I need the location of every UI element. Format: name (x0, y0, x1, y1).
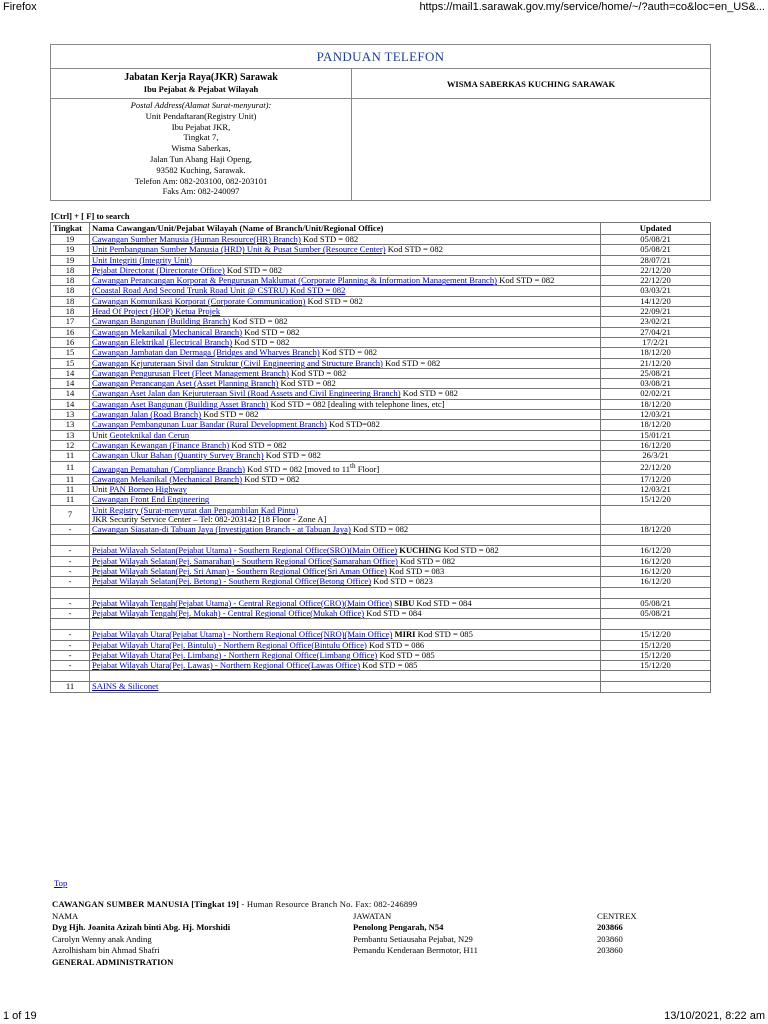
branch-std-code: Kod STD = 082 (400, 388, 458, 399)
branch-name-cell (90, 430, 601, 440)
branch-link[interactable]: Pejabat Wilayah Selatan(Pej. Betong) - Southern Regional Office(Betong Office) (92, 576, 372, 587)
floor-cell: - (51, 577, 90, 587)
branch-link[interactable]: Cawangan Pematuhan (Compliance Branch) (92, 463, 245, 474)
branch-name-cell (90, 265, 601, 275)
branch-std-code: Kod STD = 082 (224, 264, 283, 275)
branch-std-code: Kod STD = 082 (300, 234, 359, 244)
floor-cell: 15 (51, 358, 90, 368)
floor-cell: - (51, 598, 90, 608)
branch-std-code: Kod STD = 082 (232, 336, 290, 347)
branch-name-cell (90, 525, 601, 535)
branch-link[interactable]: Unit Registry (Surat-menyurat dan Pengambilan Kad Pintu) (92, 504, 299, 515)
branch-std-code: Kod STD = 082 (441, 545, 499, 556)
updated-cell (601, 505, 711, 525)
building-name: WISMA SABERKAS KUCHING SARAWAK (352, 69, 711, 99)
staff-row (52, 922, 662, 934)
page-title: PANDUAN TELEFON (51, 45, 711, 69)
branch-link[interactable]: Cawangan Jambatan dan Dermaga (Bridges and Wharves Branch) (92, 347, 320, 358)
page-counter: 1 of 19 (3, 1010, 37, 1022)
branch-std-code: Kod STD = 082 (319, 347, 378, 358)
floor-cell: 16 (51, 337, 90, 347)
branch-link[interactable]: Cawangan Sumber Manusia (Human Resource(HR) Branch) (92, 234, 301, 244)
table-row (51, 440, 711, 450)
branch-std-code: Kod STD = 084 (364, 607, 422, 618)
branch-link[interactable]: Pejabat Wilayah Utara(Pej. Limbang) - Northern Regional Office(Limbang Office) (92, 649, 378, 660)
empty-cell (601, 619, 711, 630)
table-row (51, 245, 711, 255)
branch-link[interactable]: Pejabat Wilayah Utara(Pej. Lawas) - Northern Regional Office(Lawas Office) (92, 660, 361, 671)
table-row (51, 640, 711, 650)
branch-name-cell (90, 630, 601, 640)
branch-name-cell (90, 307, 601, 317)
floor-cell: 19 (51, 235, 90, 245)
updated-cell: 17/12/20 (601, 474, 711, 484)
table-row (51, 556, 711, 566)
branch-name-cell (90, 255, 601, 265)
floor-cell: - (51, 525, 90, 535)
address-line: Ibu Pejabat JKR, (171, 121, 231, 132)
floor-cell: 18 (51, 286, 90, 296)
address-line: Wisma Saberkas, (171, 143, 231, 154)
branch-link[interactable]: Head Of Project (HOP) Ketua Projek (92, 306, 221, 317)
address-line: Jalan Tun Abang Haji Openg, (150, 153, 252, 164)
branch-std-code: Kod STD = 082 (382, 357, 441, 368)
branch-city: KUCHING (399, 545, 442, 556)
updated-cell: 02/02/21 (601, 389, 711, 399)
section-heading-bold: CAWANGAN SUMBER MANUSIA [Tingkat 19] (52, 899, 240, 909)
floor-cell: 7 (51, 505, 90, 525)
branch-std-code: Kod STD = 082 (229, 439, 287, 450)
branch-name-cell (90, 358, 601, 368)
address-line: Unit Pendaftaran(Registry Unit) (145, 110, 257, 121)
floor-cell: 14 (51, 399, 90, 409)
branch-name-cell (90, 348, 601, 358)
branch-name-cell (90, 440, 601, 450)
directory-header (50, 44, 711, 201)
branch-link[interactable]: Pejabat Wilayah Selatan(Pejabat Utama) - Southern Regional Office(SRO)(Main Office) (92, 545, 398, 556)
empty-cell (90, 619, 601, 630)
branch-name-cell (90, 235, 601, 245)
top-link[interactable]: Top (54, 878, 68, 888)
branch-std-code: Kod STD=082 (326, 419, 380, 430)
floor-cell: 13 (51, 430, 90, 440)
table-row (51, 430, 711, 440)
empty-cell (352, 99, 711, 201)
branch-link[interactable]: Cawangan Aset Bangunan (Building Asset Branch) (92, 398, 269, 409)
branch-name-cell (90, 682, 601, 692)
branch-name-cell (90, 495, 601, 505)
branch-name-cell (90, 451, 601, 461)
updated-cell: 25/08/21 (601, 368, 711, 378)
branch-std-code: Kod STD = 085 (360, 660, 418, 671)
browser-title: Firefox (3, 1, 37, 13)
branch-std-code: Kod STD = 083 (386, 566, 445, 577)
table-row (51, 474, 711, 484)
branch-std-code: Kod STD = 082 (278, 378, 336, 389)
print-datetime: 13/10/2021, 8:22 am (664, 1010, 765, 1022)
updated-cell: 22/12/20 (601, 276, 711, 286)
org-subtitle: Ibu Pejabat & Pejabat Wilayah (143, 84, 259, 94)
staff-post: Penolong Pengarah, N54 (353, 922, 444, 932)
next-section-heading: GENERAL ADMINISTRATION (52, 956, 174, 967)
empty-cell (90, 535, 601, 546)
floor-cell: - (51, 650, 90, 660)
branch-link[interactable]: Pejabat Wilayah Utara(Pej. Bintulu) - Northern Regional Office(Bintulu Office) (92, 639, 367, 650)
table-row (51, 682, 711, 692)
table-row (51, 337, 711, 347)
floor-cell: 17 (51, 317, 90, 327)
branch-link[interactable]: Pejabat Wilayah Tengah(Pej. Mukah) - Central Regional Office(Mukah Office) (92, 607, 365, 618)
updated-cell: 16/12/20 (601, 556, 711, 566)
updated-cell: 17/2/21 (601, 337, 711, 347)
table-row (51, 598, 711, 608)
empty-cell (601, 587, 711, 598)
table-row (51, 577, 711, 587)
updated-cell: 23/02/21 (601, 317, 711, 327)
updated-cell (601, 682, 711, 692)
branch-name-cell (90, 661, 601, 671)
updated-cell: 15/12/20 (601, 661, 711, 671)
branch-name-cell (90, 389, 601, 399)
col-staff-name: NAMA (52, 910, 79, 921)
updated-cell: 03/03/21 (601, 286, 711, 296)
updated-cell: 05/08/21 (601, 598, 711, 608)
table-row (51, 379, 711, 389)
updated-cell: 18/12/20 (601, 525, 711, 535)
branch-link[interactable]: Geoteknikal dan Cerun (109, 429, 190, 440)
floor-cell: 11 (51, 474, 90, 484)
updated-cell: 12/03/21 (601, 410, 711, 420)
staff-name: Azrolhisham bin Ahmad Shafri (52, 945, 160, 955)
page-url: https://mail1.sarawak.gov.my/service/home/~/?auth=co&loc=en_US&... (419, 1, 765, 13)
updated-cell: 16/12/20 (601, 567, 711, 577)
branch-name-cell (90, 577, 601, 587)
branch-name-cell (90, 327, 601, 337)
floor-cell: - (51, 567, 90, 577)
branch-link[interactable]: Cawangan Bangunan (Building Branch) (92, 316, 231, 327)
col-staff-post: JAWATAN (353, 910, 392, 921)
branch-std-code: Kod STD = 082 [dealing with telephone lines, etc] (268, 398, 445, 409)
postal-address (51, 99, 352, 201)
branch-link[interactable]: Cawangan Komunikasi Korporat (Corporate Communication) (92, 295, 306, 306)
branch-name-cell (90, 461, 601, 474)
updated-cell: 16/12/20 (601, 440, 711, 450)
branch-std-code: Kod STD = 082 (201, 409, 259, 420)
branch-link[interactable]: Cawangan Kewangan (Finance Branch) (92, 439, 230, 450)
col-floor: Tingkat (51, 223, 90, 235)
floor-cell: - (51, 661, 90, 671)
floor-cell: 13 (51, 410, 90, 420)
floor-cell: - (51, 640, 90, 650)
updated-cell: 16/12/20 (601, 577, 711, 587)
org-cell (51, 69, 352, 99)
floor-cell: 19 (51, 245, 90, 255)
floor-cell: 19 (51, 255, 90, 265)
staff-row (52, 934, 662, 946)
staff-row (52, 945, 662, 957)
branch-link[interactable]: Cawangan Siasatan-di Tabuan Jaya (Investigation Branch - at Tabuan Jaya) (92, 524, 351, 535)
branch-note: JKR Security Service Center – Tel: 082-203142 [18 Floor - Zone A] (92, 513, 327, 524)
table-row (51, 368, 711, 378)
table-row (51, 348, 711, 358)
updated-cell: 26/3/21 (601, 451, 711, 461)
floor-cell: 18 (51, 296, 90, 306)
staff-ext: 203860 (597, 933, 623, 944)
branch-note: Floor] (355, 463, 380, 474)
updated-cell: 22/09/21 (601, 307, 711, 317)
table-row (51, 661, 711, 671)
branch-link[interactable]: Cawangan Elektrikal (Electrical Branch) (92, 336, 233, 347)
floor-cell: 13 (51, 420, 90, 430)
floor-cell: - (51, 546, 90, 556)
updated-cell: 05/08/21 (601, 608, 711, 618)
branch-link[interactable]: PAN Borneo Highway (109, 483, 187, 494)
branch-link[interactable]: Pejabat Wilayah Selatan(Pej. Sri Aman) - Southern Regional Office(Sri Aman Office) (92, 566, 387, 577)
branch-std-code: Kod STD = 082 (305, 295, 363, 306)
empty-cell (90, 671, 601, 682)
branch-name-cell (90, 608, 601, 618)
hr-branch-section (52, 899, 662, 968)
table-row (51, 286, 711, 296)
branch-name-cell (90, 245, 601, 255)
spacer-row (51, 671, 711, 682)
updated-cell: 12/03/21 (601, 484, 711, 494)
empty-cell (51, 619, 90, 630)
empty-cell (51, 671, 90, 682)
table-row (51, 276, 711, 286)
address-label: Postal Address(Alamat Surat-menyurat): (130, 100, 272, 110)
branch-name-cell (90, 640, 601, 650)
table-row (51, 296, 711, 306)
empty-cell (90, 587, 601, 598)
branch-std-code: Kod STD = 085 (415, 629, 473, 640)
branch-name-cell (90, 598, 601, 608)
branch-city: SIBU (394, 597, 415, 608)
branch-link[interactable]: Cawangan Pengurusan Fleet (Fleet Management Branch) (92, 367, 289, 378)
empty-cell (601, 535, 711, 546)
table-row (51, 235, 711, 245)
branch-std-code: Kod STD = 082 (230, 316, 288, 327)
floor-cell: 11 (51, 682, 90, 692)
table-row (51, 317, 711, 327)
address-line: Telefon Am: 082-203100, 082-203101 (134, 175, 268, 186)
floor-cell: - (51, 556, 90, 566)
spacer-row (51, 535, 711, 546)
empty-cell (51, 535, 90, 546)
branch-std-code: Kod STD = 082 (385, 244, 443, 255)
address-line: Tingkat 7, (183, 132, 219, 143)
col-name: Nama Cawangan/Unit/Pejabat Wilayah (Name of Branch/Unit/Regional Office) (90, 223, 601, 235)
branch-std-code: Kod STD = 082 (263, 450, 321, 461)
branch-link[interactable]: (Coastal Road And Second Trunk Road Unit @ CSTRU) Kod STD = 082 (92, 285, 346, 296)
table-row (51, 630, 711, 640)
branch-table (50, 222, 711, 693)
branch-link[interactable]: Pejabat Wilayah Utara(Pejabat Utama) - Northern Regional Office(NRO)(Main Office) (92, 629, 393, 640)
floor-cell: 18 (51, 276, 90, 286)
empty-cell (601, 671, 711, 682)
updated-cell: 15/12/20 (601, 640, 711, 650)
table-row (51, 505, 711, 525)
branch-link[interactable]: SAINS & Siliconet (92, 681, 159, 692)
branch-link[interactable]: Cawangan Pembangunan Luar Bandar (Rural Development Branch) (92, 419, 327, 430)
table-row (51, 399, 711, 409)
branch-name-cell (90, 379, 601, 389)
floor-cell: 11 (51, 495, 90, 505)
col-updated: Updated (601, 223, 711, 235)
section-heading-rest: - Human Resource Branch No. Fax: 082-246899 (239, 899, 418, 909)
branch-std-code: Kod STD = 082 (242, 473, 300, 484)
branch-name-cell (90, 368, 601, 378)
table-row (51, 608, 711, 618)
updated-cell: 15/12/20 (601, 630, 711, 640)
branch-prefix: Unit (92, 483, 110, 494)
floor-cell: 14 (51, 379, 90, 389)
updated-cell: 21/12/20 (601, 358, 711, 368)
floor-cell: 18 (51, 307, 90, 317)
floor-cell: 14 (51, 389, 90, 399)
branch-std-code: Kod STD = 084 (414, 597, 472, 608)
staff-post: Pemandu Kenderaan Bermotor, H11 (353, 945, 478, 955)
updated-cell: 28/07/21 (601, 255, 711, 265)
floor-cell: - (51, 608, 90, 618)
table-row (51, 420, 711, 430)
floor-cell: 11 (51, 451, 90, 461)
branch-name-cell (90, 410, 601, 420)
branch-name-cell (90, 337, 601, 347)
branch-prefix: Unit (92, 429, 110, 440)
staff-ext: 203866 (597, 922, 623, 932)
branch-name-cell (90, 399, 601, 409)
branch-std-code: Kod STD = 0823 (371, 576, 433, 587)
spacer-row (51, 619, 711, 630)
branch-name-cell (90, 474, 601, 484)
table-row (51, 650, 711, 660)
table-row (51, 495, 711, 505)
updated-cell: 18/12/20 (601, 348, 711, 358)
table-row (51, 307, 711, 317)
branch-std-code: Kod STD = 082 (497, 275, 555, 286)
floor-cell: 11 (51, 484, 90, 494)
branch-link[interactable]: Cawangan Perancangan Korporat & Pengurusan Maklumat (Corporate Planning & Information Management Branch) (92, 275, 497, 286)
org-name: Jabatan Kerja Raya(JKR) Sarawak (124, 72, 278, 83)
empty-cell (51, 587, 90, 598)
branch-link[interactable]: Cawangan Ukur Bahan (Quantity Survey Branch) (92, 450, 264, 461)
branch-std-code: Kod STD = 085 (377, 649, 435, 660)
branch-link[interactable]: Cawangan Jalan (Road Branch) (92, 409, 202, 420)
branch-link[interactable]: Cawangan Kejuruteraan Sivil dan Struktur (Civil Engineering and Structure Branch) (92, 357, 383, 368)
branch-city: MIRI (394, 629, 416, 640)
branch-link[interactable]: Cawangan Mekanikal (Mechanical Branch) (92, 473, 243, 484)
staff-col-headers (52, 911, 662, 923)
table-row (51, 410, 711, 420)
branch-name-cell (90, 505, 601, 525)
address-line: Faks Am: 082-240097 (162, 186, 240, 197)
table-row (51, 525, 711, 535)
section-heading (52, 899, 662, 911)
branch-name-cell (90, 567, 601, 577)
staff-post: Pembantu Setiausaha Pejabat, N29 (353, 933, 473, 944)
floor-cell: 16 (51, 327, 90, 337)
floor-cell: 11 (51, 461, 90, 474)
table-row (51, 358, 711, 368)
branch-name-cell (90, 546, 601, 556)
branch-std-code: Kod STD = 082 (397, 555, 456, 566)
floor-cell: 18 (51, 265, 90, 275)
branch-std-code: Kod STD = 082 (350, 524, 409, 535)
floor-cell: 12 (51, 440, 90, 450)
search-hint: [Ctrl] + [ F] to search (51, 211, 130, 221)
branch-link[interactable]: Pejabat Directorat (Directorate Office) (92, 264, 225, 275)
branch-name-cell (90, 556, 601, 566)
staff-name: Carolyn Wenny anak Anding (52, 933, 152, 944)
branch-std-code: Kod STD = 082 (288, 367, 347, 378)
updated-cell: 18/12/20 (601, 399, 711, 409)
floor-cell: 14 (51, 368, 90, 378)
branch-link[interactable]: Cawangan Mekanikal (Mechanical Branch) (92, 326, 243, 337)
table-row (51, 546, 711, 556)
branch-std-code: Kod STD = 082 (242, 326, 300, 337)
branch-link[interactable]: Unit Pembangunan Sumber Manusia (HRD) Unit & Pusat Sumber (Resource Center) (92, 244, 386, 255)
floor-cell: 15 (51, 348, 90, 358)
table-row (51, 567, 711, 577)
branch-link[interactable]: Pejabat Wilayah Tengah(Pejabat Utama) - Central Regional Office(CRO)(Main Office) (92, 597, 393, 608)
branch-name-cell (90, 650, 601, 660)
table-row (51, 265, 711, 275)
updated-cell: 22/12/20 (601, 461, 711, 474)
branch-name-cell (90, 484, 601, 494)
col-staff-ext: CENTREX (597, 910, 637, 921)
updated-cell: 05/08/21 (601, 245, 711, 255)
ordinal-suffix: th (350, 461, 356, 470)
updated-cell: 03/08/21 (601, 379, 711, 389)
table-row (51, 484, 711, 494)
branch-link[interactable]: Cawangan Front End Engineering (92, 494, 210, 505)
updated-cell: 14/12/20 (601, 296, 711, 306)
table-row (51, 389, 711, 399)
branch-std-code: Kod STD = 082 [moved to 11 (244, 463, 350, 474)
updated-cell: 15/12/20 (601, 495, 711, 505)
updated-cell: 27/04/21 (601, 327, 711, 337)
table-header (51, 223, 711, 235)
updated-cell: 18/12/20 (601, 420, 711, 430)
branch-name-cell (90, 296, 601, 306)
spacer-row (51, 587, 711, 598)
branch-name-cell (90, 317, 601, 327)
updated-cell: 15/12/20 (601, 650, 711, 660)
branch-link[interactable]: Cawangan Aset Jalan dan Kejuruteraan Sivil (Road Assets and Civil Engineering Branch) (92, 388, 401, 399)
table-row (51, 255, 711, 265)
branch-link[interactable]: Cawangan Perancangan Aset (Asset Planning Branch) (92, 378, 279, 389)
branch-name-cell (90, 286, 601, 296)
table-row (51, 451, 711, 461)
branch-link[interactable]: Unit Integriti (Integrity Unit) (92, 254, 192, 265)
table-row (51, 461, 711, 474)
branch-std-code: Kod STD = 086 (366, 639, 425, 650)
table-row (51, 327, 711, 337)
branch-name-cell (90, 420, 601, 430)
staff-ext: 203860 (597, 945, 623, 955)
updated-cell: 22/12/20 (601, 265, 711, 275)
floor-cell: - (51, 630, 90, 640)
address-line: 93582 Kuching, Sarawak. (156, 164, 246, 175)
staff-name: Dyg Hjh. Joanita Azizah binti Abg. Hj. Morshidi (52, 922, 231, 932)
updated-cell: 15/01/21 (601, 430, 711, 440)
branch-link[interactable]: Pejabat Wilayah Selatan(Pej. Samarahan) - Southern Regional Office(Samarahan Office) (92, 555, 398, 566)
updated-cell: 05/08/21 (601, 235, 711, 245)
branch-name-cell (90, 276, 601, 286)
updated-cell: 16/12/20 (601, 546, 711, 556)
